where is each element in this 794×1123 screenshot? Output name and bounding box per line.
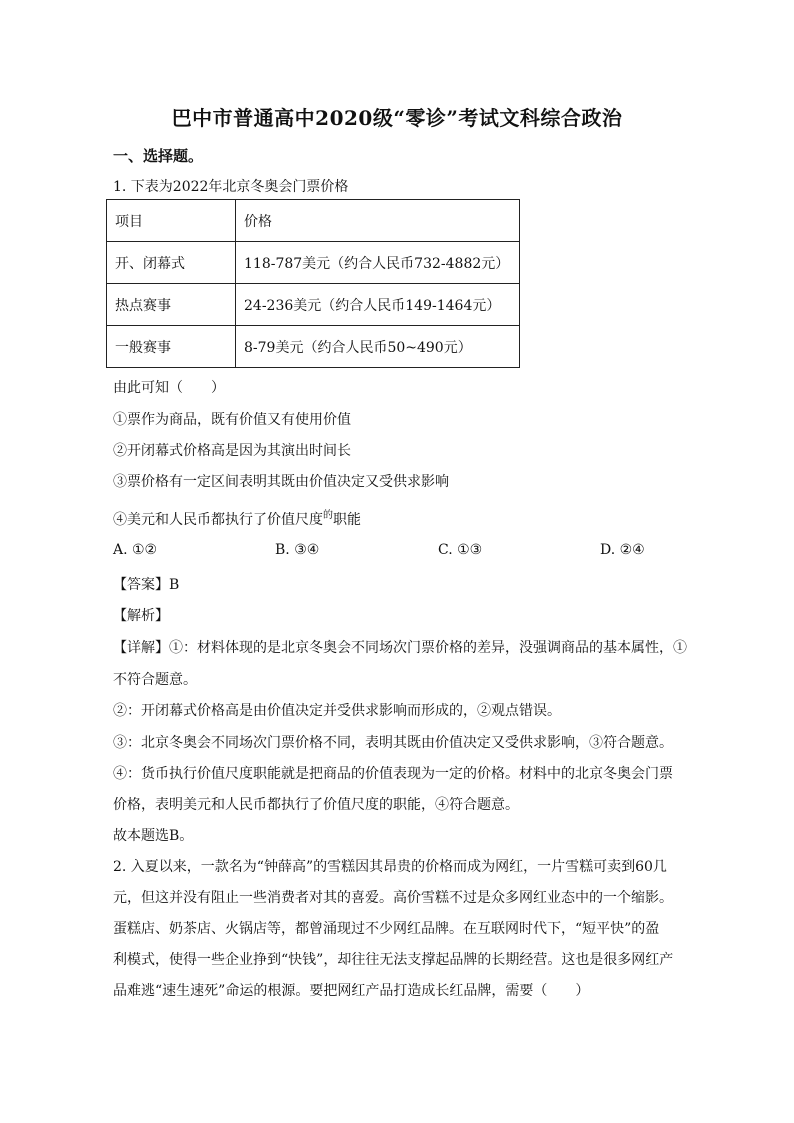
question-1-stem: 1. 下表为2022年北京冬奥会门票价格 [113, 179, 349, 195]
detail-line: ③：北京冬奥会不同场次门票价格不同，表明其既由价值决定又受供求影响，③符合题意。 [113, 735, 673, 751]
statement-item: ②开闭幕式价格高是因为其演出时间长 [113, 443, 351, 459]
table-row [107, 284, 520, 326]
detail-line: 不符合题意。 [113, 672, 197, 688]
question-2-line: 蛋糕店、奶茶店、火锅店等，都曾涌现过不少网红品牌。在互联网时代下，“短平快”的盈 [113, 921, 660, 937]
table-cell: 24-236美元（约合人民币149-1464元） [236, 284, 520, 326]
question-2-line: 利模式，使得一些企业挣到“快钱”，却往往无法支撑起品牌的长期经营。这也是很多网红产 [113, 952, 674, 968]
question-1-prompt: 由此可知（ ） [113, 380, 225, 396]
section-heading: 一、选择题。 [113, 147, 204, 165]
ticket-price-table [106, 199, 520, 368]
table-cell: 118-787美元（约合人民币732-4882元） [236, 242, 520, 284]
answer-line: 【答案】B [113, 577, 180, 593]
table-header-cell: 价格 [236, 200, 520, 242]
statement-item: ①票作为商品，既有价值又有使用价值 [113, 412, 351, 428]
question-2-line: 品难逃“速生速死”命运的根源。要把网红产品打造成长红品牌，需要（ ） [113, 983, 590, 999]
statement-4-text: ④美元和人民币都执行了价值尺度 [113, 512, 323, 528]
table-cell: 开、闭幕式 [107, 242, 236, 284]
detail-line: ④：货币执行价值尺度职能就是把商品的价值表现为一定的价格。材料中的北京冬奥会门票 [113, 766, 673, 782]
table-cell: 一般赛事 [107, 326, 236, 368]
option-c: C. ①③ [438, 542, 483, 558]
detail-line: 【详解】①：材料体现的是北京冬奥会不同场次门票价格的差异，没强调商品的基本属性，① [113, 640, 687, 656]
statement-item: ③票价格有一定区间表明其既由价值决定又受供求影响 [113, 474, 449, 490]
question-2-line: 元，但这并没有阻止一些消费者对其的喜爱。高价雪糕不过是众多网红业态中的一个缩影。 [113, 890, 673, 906]
detail-line: 故本题选B。 [113, 828, 194, 844]
table-header-cell: 项目 [107, 200, 236, 242]
table-row [107, 242, 520, 284]
detail-line: ②：开闭幕式价格高是由价值决定并受供求影响而形成的，②观点错误。 [113, 703, 561, 719]
question-2-line: 2. 入夏以来，一款名为“钟薛高”的雪糕因其昂贵的价格而成为网红，一片雪糕可卖到60几 [113, 859, 667, 875]
table-header-row [107, 200, 520, 242]
detail-line: 价格，表明美元和人民币都执行了价值尺度的职能，④符合题意。 [113, 797, 519, 813]
table-row [107, 326, 520, 368]
statement-4-tail: 职能 [333, 512, 361, 528]
analysis-label: 【解析】 [113, 608, 169, 624]
answer-options [113, 542, 673, 562]
table-cell: 热点赛事 [107, 284, 236, 326]
option-b: B. ③④ [275, 542, 320, 558]
table-cell: 8-79美元（约合人民币50~490元） [236, 326, 520, 368]
page-title: 巴中市普通高中2020级“零诊”考试文科综合政治 [171, 106, 623, 130]
statement-item [113, 509, 361, 529]
option-a: A. ①② [113, 542, 158, 558]
option-d: D. ②④ [600, 542, 645, 558]
statement-4-superscript: 的 [323, 510, 333, 521]
